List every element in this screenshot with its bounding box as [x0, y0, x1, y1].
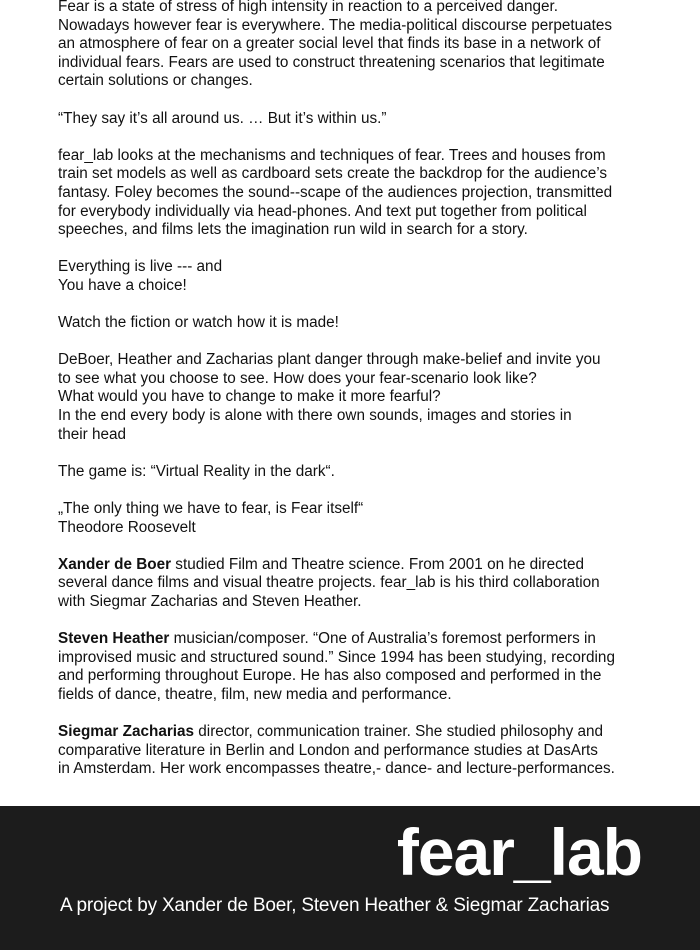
bio-text: director, communication trainer. She studied philosophy and comparative literature in Berlin and London and performance studies at DasArts in Amsterdam. Her work encompasses theatre,- dance- and lecture-performances. — [58, 723, 615, 778]
bio-siegmar — [58, 723, 678, 779]
body-text — [58, 0, 678, 798]
project-credit: A project by Xander de Boer, Steven Heather & Siegmar Zacharias — [60, 895, 610, 916]
game-paragraph: The game is: “Virtual Reality in the dark“. — [58, 462, 335, 480]
live-choice-paragraph: Everything is live --- and You have a choice! — [58, 258, 223, 294]
bio-text: studied Film and Theatre science. From 2001 on he directed several dance films and visual theatre projects. fear_lab is his third collaboration with Siegmar Zacharias and Steven Heather. — [58, 555, 600, 610]
intro-paragraph: Fear is a state of stress of high intensity in reaction to a perceived danger. Nowadays however fear is everywhere. The media-political discourse perpetuates an atmosphere of fear on a greater social level that finds its base in a network of individual fears. Fears are used to construct threatening scenarios that legitimate certain solutions or changes. — [58, 0, 613, 90]
mechanisms-paragraph: fear_lab looks at the mechanisms and techniques of fear. Trees and houses from train set models as well as cardboard sets create the backdrop for the audience’s fantasy. Foley becomes the sound--scape of the audiences projection, transmitted for everybody individually via head-phones. And text put together from political speeches, and films lets the imagination run wild in search for a story. — [58, 146, 613, 239]
roosevelt-quote: „The only thing we have to fear, is Fear itself“ Theodore Roosevelt — [58, 500, 364, 536]
footer-banner — [0, 806, 700, 950]
bio-text: musician/composer. “One of Australia’s foremost performers in improvised music and structured sound.” Since 1994 has been studying, recording and performing throughout Europe. He has also composed and performed in the fields of dance, theatre, film, new media and performance. — [58, 630, 615, 703]
bio-name: Xander de Boer — [58, 555, 172, 573]
quote-paragraph: “They say it’s all around us. … But it’s within us.” — [58, 109, 387, 127]
bio-xander — [58, 556, 678, 612]
watch-paragraph: Watch the fiction or watch how it is made! — [58, 314, 339, 332]
bio-steven — [58, 630, 678, 704]
invitation-paragraph: DeBoer, Heather and Zacharias plant danger through make-belief and invite you to see what you choose to see. How does your fear-scenario look like? What would you have to change to make it more fearful? In the end every body is alone with there own sounds, images and stories in their head — [58, 351, 601, 443]
bio-name: Steven Heather — [58, 630, 170, 648]
bio-name: Siegmar Zacharias — [58, 723, 195, 741]
project-title: fear_lab — [396, 815, 642, 889]
